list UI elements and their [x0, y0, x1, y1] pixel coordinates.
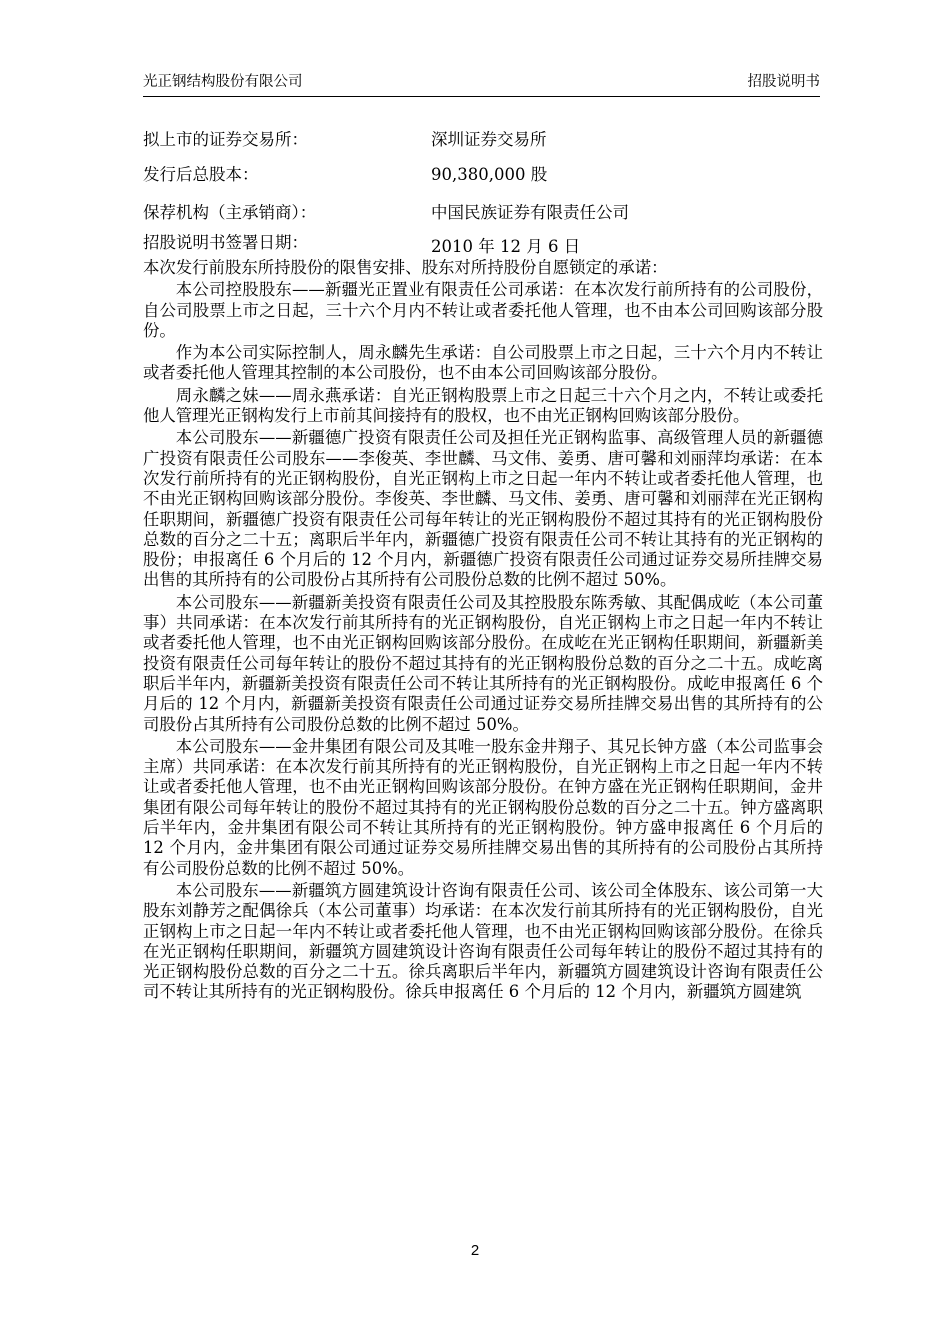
lockup-commitments-section: [143, 258, 823, 1005]
paragraph-controlling-shareholder: 本公司控股股东——新疆光正置业有限责任公司承诺：在本次发行前所持有的公司股份，自公司股票上市之日起，三十六个月内不转让或者委托他人管理，也不由本公司回购该部分股份。: [143, 280, 823, 340]
paragraph-actual-controller: 作为本公司实际控制人，周永麟先生承诺：自公司股票上市之日起，三十六个月内不转让或者委托他人管理其控制的本公司股份，也不由本公司回购该部分股份。: [143, 343, 823, 383]
paragraph-jinjing-group: 本公司股东——金井集团有限公司及其唯一股东金井翔子、其兄长钟方盛（本公司监事会主席）共同承诺：在本次发行前其所持有的光正钢构股份，自光正钢构上市之日起一年内不转让或者委托他人管理，也不由光正钢构回购该部分股份。在钟方盛在光正钢构任职期间，金井集团有限公司每年转让的股份不超过其持有的光正钢构股份总数的百分之二十五。钟方盛离职后半年内，金井集团有限公司不转让其所持有的光正钢构股份。钟方盛申报离任 6 个月后的 12 个月内，金井集团有限公司通过证券交易所挂牌交易出售的其所持有的公司股份占其所持有公司股份总数的比例不超过 50%。: [143, 736, 823, 878]
info-value: 2010 年 12 月 6 日: [431, 237, 581, 256]
header-document-type: 招股说明书: [747, 74, 820, 90]
info-value: 90,380,000 股: [431, 165, 548, 184]
info-label: 保荐机构（主承销商）：: [143, 203, 317, 222]
info-label: 发行后总股本：: [143, 165, 259, 184]
page-header: [143, 70, 820, 96]
page-number: 2: [470, 1242, 480, 1259]
paragraph-xinmei-investment: 本公司股东——新疆新美投资有限责任公司及其控股股东陈秀敏、其配偶成屹（本公司董事）共同承诺：在本次发行前其所持有的光正钢构股份，自光正钢构上市之日起一年内不转让或者委托他人管理，也不由光正钢构回购该部分股份。在成屹在光正钢构任职期间，新疆新美投资有限责任公司每年转让的股份不超过其持有的光正钢构股份总数的百分之二十五。成屹离职后半年内，新疆新美投资有限责任公司不转让其所持有的光正钢构股份。成屹申报离任 6 个月后的 12 个月内，新疆新美投资有限责任公司通过证券交易所挂牌交易出售的其所持有的公司股份占其所持有公司股份总数的比例不超过 50%。: [143, 592, 823, 734]
header-company-name: 光正钢结构股份有限公司: [143, 74, 303, 90]
info-value: 深圳证券交易所: [431, 130, 547, 149]
info-label: 拟上市的证券交易所：: [143, 130, 308, 149]
info-value: 中国民族证券有限责任公司: [431, 203, 629, 222]
paragraph-controller-sister: 周永麟之妹——周永燕承诺：自光正钢构股票上市之日起三十六个月之内，不转让或委托他人管理光正钢构发行上市前其间接持有的股权，也不由光正钢构回购该部分股份。: [143, 385, 823, 426]
info-label: 招股说明书签署日期：: [143, 233, 308, 252]
header-divider: [143, 96, 820, 97]
paragraph-deguang-investment: 本公司股东——新疆德广投资有限责任公司及担任光正钢构监事、高级管理人员的新疆德广投资有限责任公司股东——李俊英、李世麟、马文伟、姜勇、唐可馨和刘丽萍均承诺：在本次发行前所持有的光正钢构股份，自光正钢构上市之日起一年内不转让或者委托他人管理，也不由光正钢构回购该部分股份。李俊英、李世麟、马文伟、姜勇、唐可馨和刘丽萍在光正钢构任职期间，新疆德广投资有限责任公司每年转让的光正钢构股份不超过其持有的光正钢构股份总数的百分之二十五；离职后半年内，新疆德广投资有限责任公司不转让其持有的光正钢构的股份；申报离任 6 个月后的 12 个月内，新疆德广投资有限责任公司通过证券交易所挂牌交易出售的其所持有的公司股份占其所持有公司股份总数的比例不超过 50%。: [143, 428, 823, 590]
paragraph-zhufangyuan-design: 本公司股东——新疆筑方圆建筑设计咨询有限责任公司、该公司全体股东、该公司第一大股东刘静芳之配偶徐兵（本公司董事）均承诺：在本次发行前其所持有的光正钢构股份，自光正钢构上市之日起一年内不转让或者委托他人管理，也不由光正钢构回购该部分股份。在徐兵在光正钢构任职期间，新疆筑方圆建筑设计咨询有限责任公司每年转让的股份不超过其持有的光正钢构股份总数的百分之二十五。徐兵离职后半年内，新疆筑方圆建筑设计咨询有限责任公司不转让其所持有的光正钢构股份。徐兵申报离任 6 个月后的 12 个月内，新疆筑方圆建筑: [143, 880, 823, 1002]
section-intro: 本次发行前股东所持股份的限售安排、股东对所持股份自愿锁定的承诺：: [143, 258, 668, 277]
